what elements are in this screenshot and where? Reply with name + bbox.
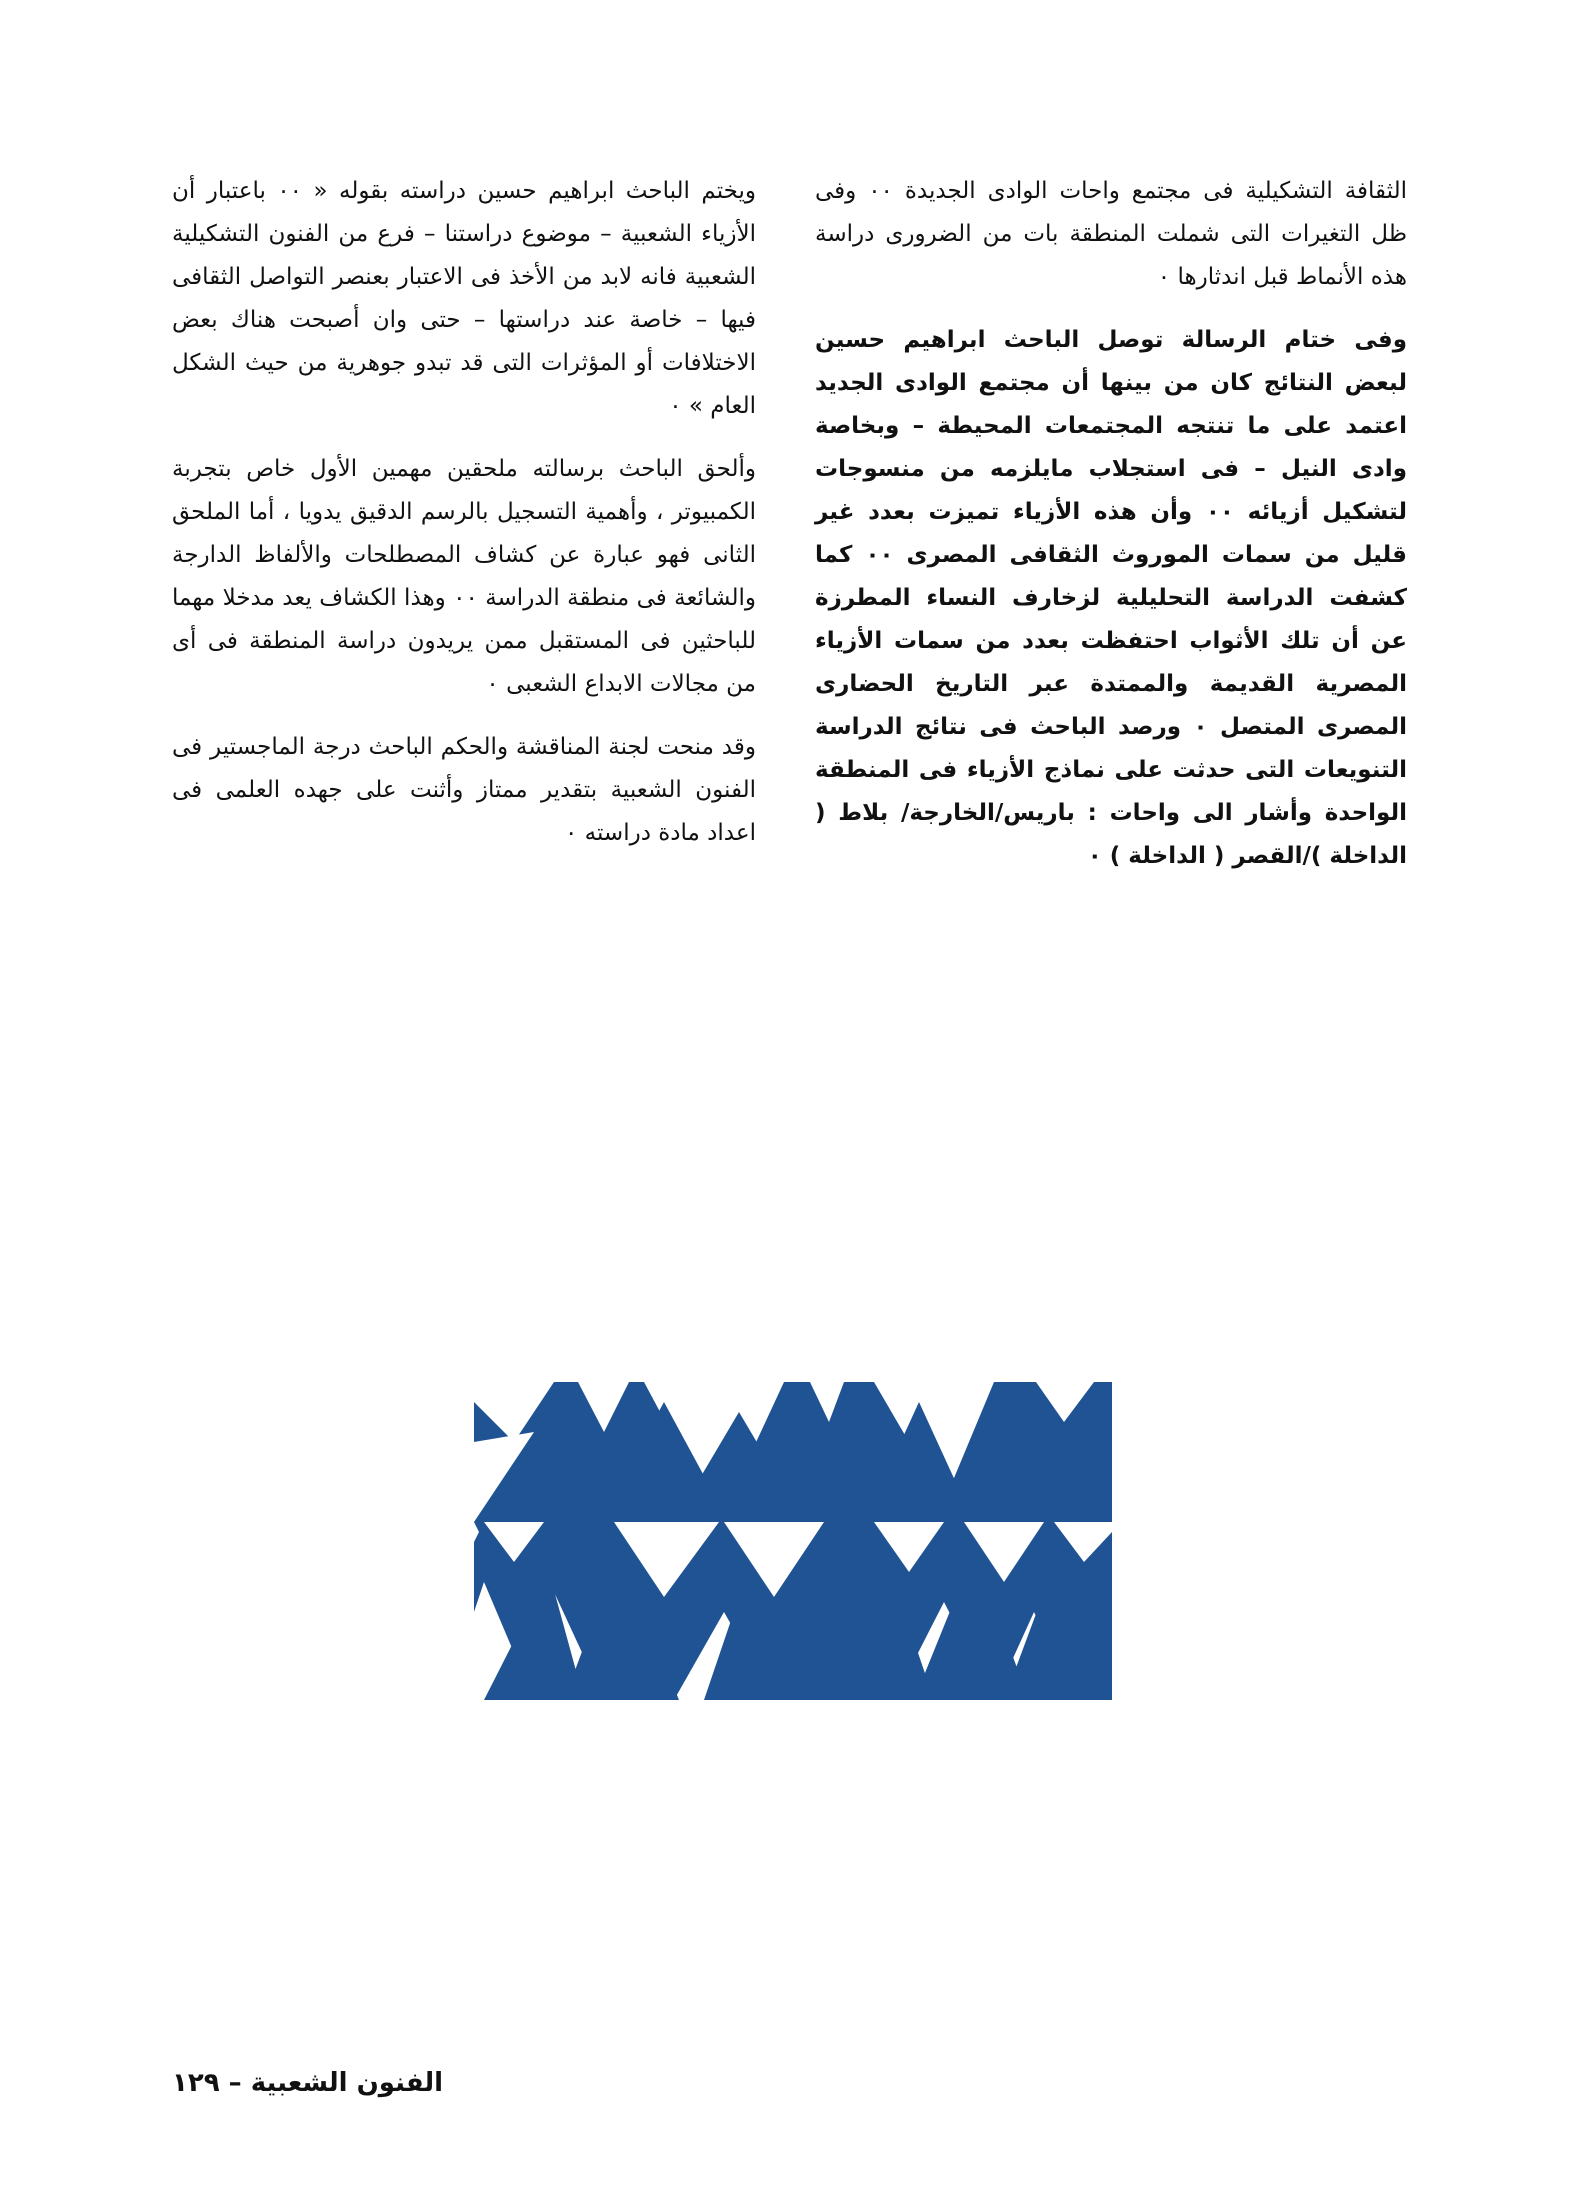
paragraph-conclusions: وفى ختام الرسالة توصل الباحث ابراهيم حسين لبعض النتائج كان من بينها أن مجتمع الوادى الجديد اعتمد على ما تنتجه المجتمعات المحيطة – وبخاصة وادى النيل – فى استجلاب مايلزمه من منسوجات لتشكيل أزيائه ٠٠ وأن هذه الأزياء تميزت بعدد غير قليل من سمات الموروث الثقافى المصرى ٠٠ كما كشفت الدراسة التحليلية لزخارف النساء المطرزة عن أن تلك الأثواب احتفظت بعدد من سمات الأزياء المصرية القديمة والممتدة عبر التاريخ الحضارى المصرى المتصل ٠ ورصد الباحث فى نتائج الدراسة التنويعات التى حدثت على نماذج الأزياء فى المنطقة الواحدة وأشار الى واحات : باريس/الخارجة/ بلاط ( الداخلة )/القصر ( الداخلة ) ٠ [815, 327, 1408, 869]
page-footer [172, 2068, 443, 2098]
paragraph-quote: ويختم الباحث ابراهيم حسين دراسته بقوله « ٠٠ باعتبار أن الأزياء الشعبية – موضوع دراستنا – فرع من الفنون التشكيلية الشعبية فانه لابد من الأخذ فى الاعتبار بعنصر التواصل الثقافى فيها – خاصة عند دراستها – حتى وان أصبحت هناك بعض الاختلافات أو المؤثرات التى قد تبدو جوهرية من حيث الشكل العام » ٠ [172, 178, 756, 419]
page-number: ١٢٩ [172, 2068, 220, 2098]
triangle-pattern-graphic [474, 1382, 1112, 1700]
triangle-pattern-icon [474, 1382, 1112, 1700]
paragraph-intro-end: الثقافة التشكيلية فى مجتمع واحات الوادى الجديدة ٠٠ وفى ظل التغيرات التى شملت المنطقة بات من الضرورى دراسة هذه الأنماط قبل اندثارها ٠ [815, 178, 1407, 290]
footer-separator: – [228, 2068, 242, 2098]
paragraph-appendices: وألحق الباحث برسالته ملحقين مهمين الأول خاص بتجربة الكمبيوتر ، وأهمية التسجيل بالرسم الدقيق يدويا ، أما الملحق الثانى فهو عبارة عن كشاف المصطلحات والألفاظ الدارجة والشائعة فى منطقة الدراسة ٠٠ وهذا الكشاف يعد مدخلا مهما للباحثين فى المستقبل ممن يريدون دراسة المنطقة فى أى من مجالات الابداع الشعبى ٠ [172, 456, 756, 697]
journal-name: الفنون الشعبية [250, 2068, 444, 2098]
article-column-right [815, 170, 1407, 898]
article-column-left [172, 170, 756, 875]
paragraph-degree: وقد منحت لجنة المناقشة والحكم الباحث درجة الماجستير فى الفنون الشعبية بتقدير ممتاز وأثنت على جهده العلمى فى اعداد مادة دراسته ٠ [172, 734, 756, 846]
